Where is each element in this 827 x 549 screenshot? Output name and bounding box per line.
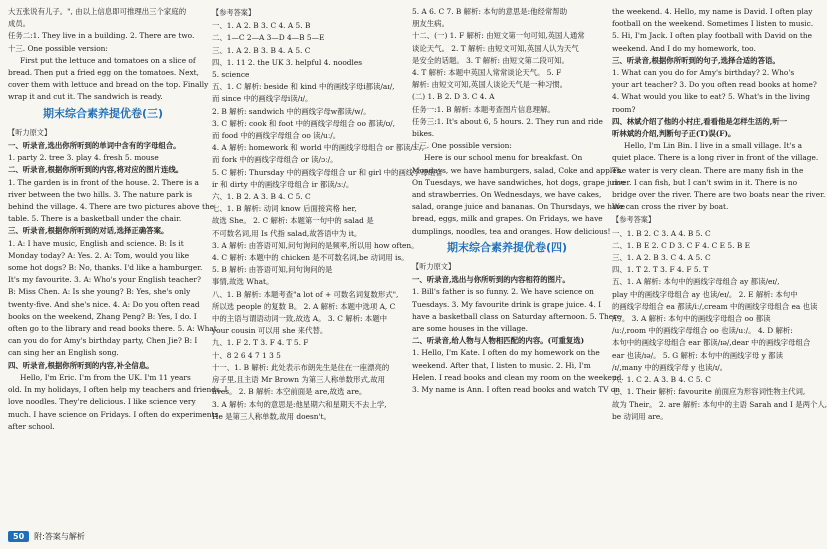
text-line: 十二、(一) 1. F 解析: 由短文第一句可知,英国人通常 [412,31,585,41]
text-line: 4. A 解析: homework 和 world 中的画线字母组合 or 都读/ɜː/, [212,143,425,153]
text-line: river between the two hills. 3. The nature park is [8,189,193,199]
text-line: It's my favourite. 3. A: Who's your English teacher? [8,275,201,285]
text-line: /iː/。 3. A 解析: 本句中的画线字母组合 oo 都读 [612,314,771,324]
text-line: 二、1. B E 2. C D 3. C F 4. C E 5. B E [612,240,750,250]
text-line: 1. What can you do for Amy's birthday? 2. Who's [612,68,795,78]
text-line: bread. Then put a fried egg on the tomatoes. Next, [8,68,199,78]
text-line: weekend. After that, I listen to music. 2. Hi, I'm [412,360,591,370]
text-line: 四、1. 11 2. the UK 3. helpful 4. noodles [212,57,363,67]
text-line: cover them with lettuce and bread on the top. Finally [8,80,209,90]
column-1 [8,6,228,526]
text-line: 一、1. B 2. C 3. A 4. B 5. C [612,228,711,238]
text-line: 1. The garden is in front of the house. 2. There is a [8,177,199,187]
text-line: 三、1. A 2. B 3. B 4. A 5. C [212,45,311,55]
text-line: 的画线字母组合 ea 都读/iː/,cream 中的画线字母组合 ea 也读 [612,301,818,311]
text-line: your cousin 可以用 she 来代替。 [212,326,328,336]
text-line: He 是第三人称单数,故用 doesn't。 [212,411,331,421]
text-line: bridge over the river. There are two boats near the river. [612,190,826,200]
text-line: 5. B 解析: 由答语可知,问句询问的是 [212,265,333,275]
text-line: Hello, I'm Lin Bin. I live in a small village. It's a [624,141,802,151]
text-line: 大五张说有儿子。", 由以上信息即可推理出三个家庭的 [8,7,187,16]
text-line: On Tuesdays, we have sandwiches, hot dogs, grape juice [412,177,626,187]
text-line: 5. C 解析: Thursday 中的画线字母组合 ur 和 girl 中的画线字母组合 [212,167,443,177]
text-line: 六、1. C 2. A 3. B 4. C 5. C [612,375,711,385]
text-line: 十、8 2 6 4 7 1 3 5 [212,350,281,360]
column-4 [612,6,827,546]
text-line: the weekend. 4. Hello, my name is David. I often play [612,7,813,16]
question-heading: 一、听录音,选出与你所听到的内容相符的图片。 [412,275,570,285]
text-line: 而 since 中的画线字母i读/ɪ/。 [212,94,313,104]
section-title: 期末综合素养提优卷(三) [42,106,164,120]
text-line: 八、1. B 解析: 本题考查"a lot of + 可数名词复数形式", [212,289,399,299]
question-heading: 二、听录音,根据你所听到的内容,将对应的图片连线。 [8,165,184,175]
text-line: First put the lettuce and tomatoes on a slice of [20,55,196,65]
text-line: 2. B 解析: sandwich 中的画线字母w都读/w/。 [212,106,371,116]
text-line: 任务三:1. It's about 6, 5 hours. 2. They run and ride [412,116,603,126]
question-heading: 一、听录音,选出你所听到的单词中含有的字母组合。 [8,141,181,151]
text-line: dumplings, noodles, tea and oranges. How delicious! [412,226,611,236]
text-line: 十三. One possible version: [8,43,108,53]
text-line: can you do for Amy's birthday party, Chen Jie? B: I [8,336,198,346]
text-line: Hello, I'm Eric. I'm from the UK. I'm 11 years [20,372,191,382]
section-tag: 【听力原文】 [412,262,456,272]
text-line: 3. C 解析: cook 和 foot 中的画线字母组合 oo 都读/ʊ/, [212,118,396,128]
page-number: 50 [8,531,29,542]
text-line: love noodles. They're delicious. I like science very [8,397,196,407]
text-line: 本句中的画线字母组合 ear 都读/ɪə/,dear 中的画线字母组合 [612,338,811,348]
question-heading: 二、听录音,给人物与人物相匹配的内容。(可重复选) [412,336,585,346]
question-heading: 听林斌的介绍,判断句子正(T)误(F)。 [612,129,736,139]
text-line: 五、1. A 解析: 本句中的画线字母组合 ay 都读/eɪ/, [612,277,780,287]
text-line: /ɪ/,many 中的画线字母 y 也读/ɪ/。 [612,362,728,372]
text-line: ear 也读/ɪə/。 5. G 解析: 本句中的画线字母 y 都读 [612,350,783,360]
text-line: 朋友生病。 [412,19,449,29]
text-line: behind the village. 4. There are two pictures above the [8,202,215,212]
text-line: room? [612,104,636,114]
text-line: 1. party 2. tree 3. play 4. fresh 5. mouse [8,153,159,163]
text-line: 而 food 中的画线字母组合 oo 读/uː/。 [212,131,341,141]
text-line: bikes. [412,129,435,139]
text-line: are some houses in the village. [412,324,528,334]
text-line: 七、1. B 解析: 动词 know 后面接宾格 her, [212,204,357,214]
text-line: Tuesdays. 3. My favourite drink is grape juice. 4. I [412,299,602,309]
section-tag: 【听力原文】 [8,127,52,137]
text-line: after school. [8,421,55,431]
text-line: 4. What would you like to eat? 5. What's in the living [612,92,810,102]
text-line: 九、1. F 2. T 3. F 4. T 5. F [212,338,309,348]
text-line: old. In my holidays, I often help my teachers and friends. I [8,385,228,395]
text-line: 而 fork 中的画线字母组合 or 读/ɔː/。 [212,155,338,165]
question-heading: 三、听录音,根据你所听到的句子,选择合适的答语。 [612,55,780,65]
text-line: often go to the library and read books there. 5. A: What [8,324,217,334]
question-heading: 四、林斌介绍了他的小村庄,看看他是怎样生活的,听一 [612,116,788,126]
text-line: 任务一:1. B 解析: 本题考查图片信息理解。 [412,104,555,114]
text-line: table. 5. There is a basketball under the chair. [8,214,182,224]
text-line: 房子里,且主语 Mr Brown 为第三人称单数形式,故用 [212,375,385,385]
text-line: river. I can fish, but I can't swim in it. There is no [612,177,798,187]
text-line: 中的主语与谓语动词一致,故选 A。 3. C 解析: 本题中 [212,314,388,324]
text-line: B: Miss Chen. A: Is she young? B: Yes, she's only [8,287,191,297]
text-line: Monday today? A: Yes. 2. A: Tom, would you like [8,250,190,260]
text-line: 谈论天气。 2. T 解析: 由短文可知,英国人认为天气 [412,43,579,53]
text-line: Here is our school menu for breakfast. On [424,153,583,163]
text-line: quiet place. There is a long river in front of the village. [612,153,819,163]
question-heading: 三、听录音,根据你所听到的对话,选择正确答案。 [8,226,169,236]
text-line: 不可数名词,用 Is 代指 salad,故答语中为 it。 [212,228,362,238]
text-line: The water is very clean. There are many fish in the [612,165,804,175]
text-line: some hot dogs? B: No, thanks. I'd like a hamburger. [8,263,203,273]
text-line: /uː/,room 中的画线字母组合 oo 也读/uː/。 4. D 解析: [612,326,793,336]
text-line: much. I have science on Fridays. I often do experiments [8,409,219,419]
text-line: 十一、1. B 解析: 此处表示布朗先生是住在一座漂亮的 [212,362,390,372]
text-line: 4. C 解析: 本题中的 chicken 是不可数名词,be 动词用 is。 [212,253,409,263]
text-line: 一、1. A 2. B 3. C 4. A 5. B [212,21,311,31]
text-line: 十三. One possible version: [412,141,512,151]
text-line: 五、1. C 解析: beside 和 kind 中的画线字母i都读/aɪ/, [212,82,395,92]
text-line: ir 和 dirty 中的画线字母组合 ir 都读/ɜː/。 [212,179,354,189]
text-line: 是安全的话题。 3. T 解析: 由短文第二段可知。 [412,55,569,65]
text-line: books on the weekend, Zhang Peng? B: Yes, I do. I [8,311,197,321]
text-line: 任务二:1. They live in a building. 2. There are two. [8,31,195,41]
text-line: 1. Hello, I'm Kate. I often do my homework on the [412,348,600,358]
text-line: 1. A: I have music, English and science. B: Is it [8,238,184,248]
section-tag: 【参考答案】 [612,215,656,225]
text-line: 故为 Their。 2. are 解析: 本句中的主语 Sarah and I 是两个人, [612,399,827,409]
section-tag: 【参考答案】 [212,8,256,17]
text-line: Helen. I read books and clean my room on the weekend. [412,372,624,382]
text-line: 5. A 6. C 7. B 解析: 本句的意思是:他经常帮助 [412,7,568,16]
text-line: have a basketball class on Saturday afternoon. 5. There [412,311,622,321]
question-heading: 四、听录音,根据你所听到的内容,补全信息。 [8,360,154,370]
text-line: 故选 She。 2. C 解析: 本题第一句中的 salad 是 [212,216,374,226]
text-line: 所以选 people 的复数 B。 2. A 解析: 本题中选项 A, C [212,301,396,311]
page-footer [8,528,85,544]
section-title: 期末综合素养提优卷(四) [446,240,568,254]
text-line: wrap it and cut it. The sandwich is ready. [8,92,163,102]
text-line: and strawberries. On Wednesdays, we have cakes, [412,190,602,200]
text-line: be 动词用 are。 [612,411,668,421]
text-line: (二) 1. B 2. D 3. C 4. A [412,92,495,102]
text-line: 事情,故选 What。 [212,277,274,287]
text-line: play 中的画线字母组合 ay 也读/eɪ/。 2. E 解析: 本句中 [612,289,798,299]
text-line: 四、1. T 2. T 3. F 4. F 5. T [612,265,709,275]
text-line: 5. Hi, I'm Jack. I often play football with David on the [612,31,813,41]
text-line: Mondays, we have hamburgers, salad, Coke and apples. [412,165,623,175]
text-line: We can cross the river by boat. [612,202,729,212]
text-line: 3. A 解析: 由答语可知,问句询问的是频率,所以用 how often。 [212,240,419,250]
text-line: bread, eggs, milk and grapes. On Fridays, we have [412,214,603,224]
text-line: 3. My name is Ann. I often read books and watch TV on [412,385,621,395]
text-line: 解析: 由短文可知,英国人谈论天气是一种习惯。 [412,80,568,90]
text-line: lives。 2. B 解析: 本空前面是 are,故选 are。 [212,387,367,397]
column-3 [412,6,626,546]
text-line: 1. Bill's father is so funny. 2. We have science on [412,287,594,297]
text-line: can sing her an English song. [8,348,119,358]
text-line: 3. A 解析: 本句的意思是:他星期六和星期天不去上学, [212,399,387,409]
text-line: football on the weekend. Sometimes I listen to music. [612,19,814,29]
text-line: salad, orange juice and bananas. On Thursdays, we have [412,202,625,212]
text-line: 六、1. B 2. A 3. B 4. C 5. C [212,192,311,202]
footer-label: 附:答案与解析 [34,531,85,541]
text-line: 二、1—C 2—A 3—D 4—B 5—E [212,33,325,43]
text-line: 成员。 [8,19,31,29]
text-line: twenty-five. And she's nice. 4. A: Do you often read [8,299,200,309]
text-line: weekend. And I do my homework, too. [612,43,756,53]
text-line: 七、1. Their 解析: favourite 前面应为形容词性物主代词, [612,387,806,397]
text-line: 三、1. A 2. B 3. C 4. A 5. C [612,253,711,263]
text-line: 4. T 解析: 本题中英国人常常谈论天气。 5. F [412,68,562,78]
text-line: your art teacher? 3. Do you often read books at home? [612,80,817,90]
text-line: 5. science [212,70,250,80]
